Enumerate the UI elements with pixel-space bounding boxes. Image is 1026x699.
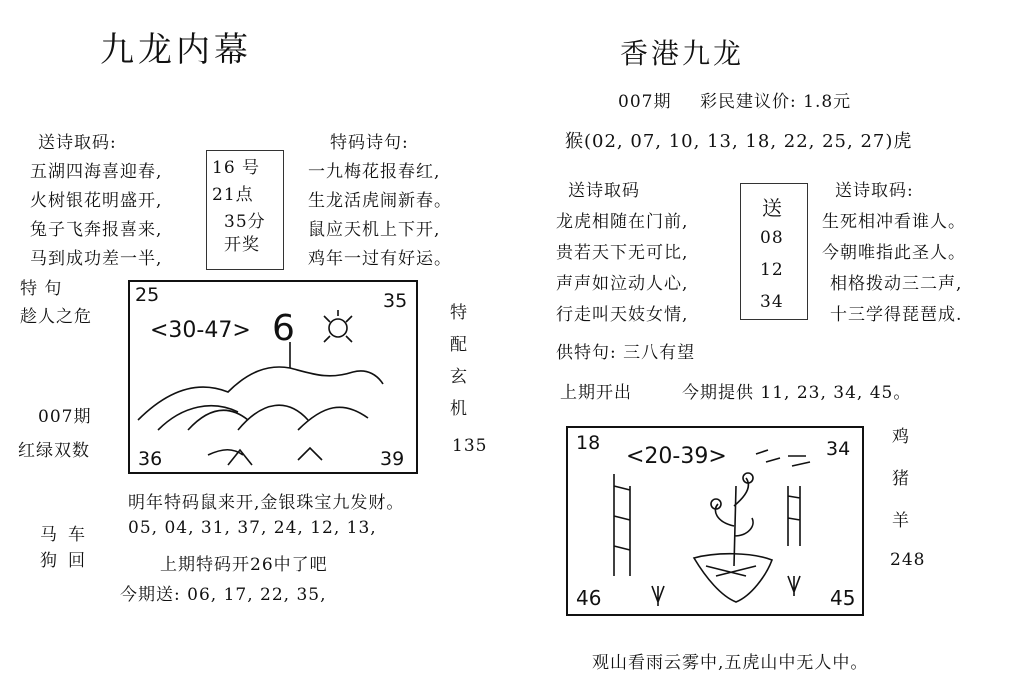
left-issue: 007期 (38, 407, 92, 427)
poem-line: 今朝唯指此圣人。 (822, 243, 966, 263)
side-char: 机 (450, 399, 468, 419)
range-text: <30-47> (150, 318, 251, 343)
special-sentence: 趁人之危 (20, 307, 92, 327)
right-footer: 观山看雨云雾中,五虎山中无人中。 (592, 653, 869, 673)
draw-number: 16 号 (212, 158, 261, 178)
poem-line: 生龙活虎闹新春。 (308, 191, 452, 211)
plant-drawing (566, 426, 860, 612)
mountains-drawing (128, 280, 414, 470)
corner-top-right: 34 (826, 438, 851, 460)
poem-line: 鸡年一过有好运。 (308, 249, 452, 269)
side-char: 特 (450, 303, 468, 323)
corner-bottom-right: 39 (380, 448, 405, 470)
left-stack-1: 马 (40, 525, 58, 545)
numbers-line: 05, 04, 31, 37, 24, 12, 13, (128, 518, 377, 538)
send-number: 08 (760, 228, 784, 248)
side-char: 玄 (450, 367, 468, 387)
range-text: <20-39> (626, 444, 727, 469)
poem-line: 生死相冲看谁人。 (822, 212, 966, 232)
six-figure: 6 (272, 308, 295, 349)
right-poem-right-header: 送诗取码: (835, 181, 914, 201)
next-year-line: 明年特码鼠来开,金银珠宝九发财。 (128, 493, 405, 513)
monkey-tiger-line: 猴(02, 07, 10, 13, 18, 22, 25, 27)虎 (565, 131, 913, 152)
draw-label: 开奖 (224, 235, 260, 255)
corner-bottom-left: 46 (576, 586, 602, 610)
poem-line: 兔子飞奔报喜来, (30, 220, 163, 240)
draw-minute: 35分 (224, 212, 266, 232)
side-char: 配 (450, 335, 468, 355)
poem-line: 相格拨动三二声, (830, 274, 963, 294)
left-title: 九龙内幕 (100, 30, 252, 70)
corner-top-left: 18 (576, 432, 601, 454)
corner-top-right: 35 (383, 290, 408, 312)
special-sentence-label: 特 句 (20, 279, 63, 299)
poem-line: 马到成功差一半, (30, 249, 163, 269)
animal-char: 羊 (892, 511, 910, 531)
this-period-numbers: 今期提供 11, 23, 34, 45。 (682, 383, 912, 403)
special-hint: 供特句: 三八有望 (556, 343, 696, 363)
poem-line: 火树银花明盛开, (30, 191, 163, 211)
right-title: 香港九龙 (620, 37, 745, 70)
right-poem-left-header: 送诗取码 (568, 181, 640, 201)
last-period-label: 上期开出 (560, 383, 632, 403)
left-stack-2: 狗 (40, 551, 58, 571)
poem-line: 鼠应天机上下开, (308, 220, 441, 240)
poem-line: 龙虎相随在门前, (556, 212, 689, 232)
left-stack2-1: 车 (68, 525, 86, 545)
last-special-line: 上期特码开26中了吧 (160, 555, 328, 575)
poem-line: 声声如泣动人心, (556, 274, 689, 294)
animal-char: 鸡 (892, 427, 910, 447)
corner-bottom-right: 45 (830, 586, 856, 610)
right-side-number: 248 (890, 550, 926, 570)
poem-line: 一九梅花报春红, (308, 162, 441, 182)
left-poem-right-header: 特码诗句: (330, 133, 409, 153)
left-poem-left-header: 送诗取码: (38, 133, 117, 153)
red-green-label: 红绿双数 (18, 441, 90, 461)
corner-top-left: 25 (135, 284, 160, 306)
send-numbers-line: 今期送: 06, 17, 22, 35, (120, 585, 327, 605)
poem-line: 十三学得琵琶成. (830, 305, 963, 325)
poem-line: 行走叫天妓女情, (556, 305, 689, 325)
right-issue: 007期 (618, 92, 672, 112)
send-number: 34 (760, 292, 784, 312)
send-label: 送 (762, 196, 783, 220)
draw-hour: 21点 (212, 185, 254, 205)
animal-char: 猪 (892, 469, 910, 489)
poem-line: 五湖四海喜迎春, (30, 162, 163, 182)
poem-line: 贵若天下无可比, (556, 243, 689, 263)
corner-bottom-left: 36 (138, 448, 163, 470)
left-stack2-2: 回 (68, 551, 86, 571)
right-price: 彩民建议价: 1.8元 (700, 92, 852, 112)
send-number: 12 (760, 260, 784, 280)
left-side-number: 135 (452, 436, 488, 456)
